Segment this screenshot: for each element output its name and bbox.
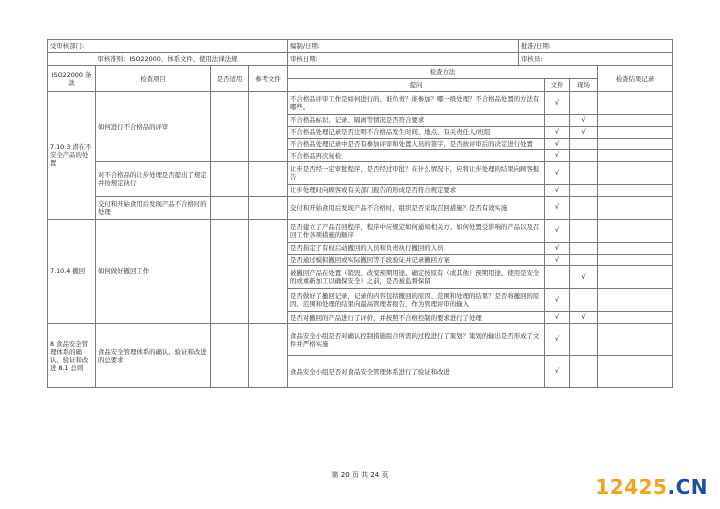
dept-cell: 受审核部门:	[48, 40, 288, 53]
result-cell	[598, 185, 673, 197]
watermark-dot: .	[667, 475, 676, 499]
doc-check-cell: √	[545, 138, 570, 150]
doc-check-cell: √	[545, 254, 570, 266]
doc-check-cell: √	[545, 92, 570, 115]
question-cell: 是否通过模拟撤回或实际撤回等手段验证并记录撤回方案	[288, 254, 545, 266]
check-item-cell: 交付和开始食用后发现产品不合格时的处理	[96, 196, 211, 219]
result-cell	[598, 150, 673, 162]
question-cell: 交付和开始食用后发现产品不合格时，组织是否采取召回措施？是否有效实施	[288, 196, 545, 219]
site-check-cell: √	[570, 126, 598, 138]
doc-check-cell: √	[545, 196, 570, 219]
site-check-cell	[570, 254, 598, 266]
audit-checklist-sheet	[47, 39, 672, 388]
audit-date-cell: 审核日期:	[288, 53, 519, 66]
doc-check-cell: √	[545, 356, 570, 388]
result-cell	[598, 126, 673, 138]
header-doc: 文件	[545, 79, 570, 92]
applicable-cell	[211, 219, 249, 323]
table-row	[48, 196, 673, 219]
question-cell: 不合格品处理记录是否注明不合格品发生时间、地点、有关责任人/班组	[288, 126, 545, 138]
result-cell	[598, 242, 673, 254]
result-cell	[598, 92, 673, 115]
result-cell	[598, 254, 673, 266]
question-cell: 是否指定了有权启动撤回的人员和负责执行撤回的人员	[288, 242, 545, 254]
question-cell: 食品安全小组是否对确认控制措施组合所需的过程进行了策划？策划的输出是否形成了文件并严格实施	[288, 324, 545, 356]
clause-cell: 8 食品安全管理体系的确认、验证和改进 8.1 总则	[48, 324, 96, 388]
reference-cell	[249, 196, 288, 219]
site-check-cell	[570, 150, 598, 162]
result-cell	[598, 162, 673, 185]
clause-cell: 7.10.3 潜在不安全产品的处置	[48, 92, 96, 220]
applicable-cell	[211, 162, 249, 197]
applicable-cell	[211, 196, 249, 219]
table-row	[48, 219, 673, 242]
prepared-cell: 编制/日期:	[288, 40, 519, 53]
check-item-cell: 食品安全管理体系的确认、验证和改进的总要求	[96, 324, 211, 388]
site-check-cell: √	[570, 266, 598, 289]
reference-cell	[249, 219, 288, 323]
applicable-cell	[211, 92, 249, 162]
doc-check-cell	[545, 115, 570, 127]
header-result: 检查结果记录	[598, 66, 673, 92]
watermark-number: 12425	[595, 475, 668, 499]
page-footer: 第 20 页 共 24 页	[331, 471, 389, 479]
result-cell	[598, 138, 673, 150]
header-method: 检查方法	[288, 66, 598, 79]
check-item-cell: 对不合格品的让步处理是否提出了规定并按规定执行	[96, 162, 211, 197]
question-cell: 让步是否经一定审批程序，是否经过审批？在什么情况下，应将让步处理的结果向顾客报告	[288, 162, 545, 185]
table-row	[48, 324, 673, 356]
auditor-cell: 审核员:	[519, 53, 673, 66]
header-reference: 参考文件	[249, 66, 288, 92]
question-cell: 不合格品再次复检	[288, 150, 545, 162]
site-check-cell	[570, 219, 598, 242]
doc-check-cell: √	[545, 162, 570, 185]
doc-check-cell: √	[545, 219, 570, 242]
question-cell: 让步处理时向顾客或有关部门报告的形成是否符合规定要求	[288, 185, 545, 197]
applicable-cell	[211, 324, 249, 388]
site-check-cell: √	[570, 312, 598, 324]
question-cell: 不合格品标识、记录、隔离等情况是否符合要求	[288, 115, 545, 127]
clause-cell: 7.10.4 撤回	[48, 219, 96, 323]
question-cell: 是否做好了撤回记录，记录的内容包括撤回的原因、范围和处理的结果？是否将撤回的原因、范围和处理的结果向最高管理者报告，作为管理评审的输入	[288, 289, 545, 312]
result-cell	[598, 312, 673, 324]
site-check-cell	[570, 138, 598, 150]
header-applicable: 是否适用	[211, 66, 249, 92]
result-cell	[598, 289, 673, 312]
watermark-suffix: CN	[675, 475, 708, 499]
site-check-cell	[570, 162, 598, 185]
watermark-logo	[595, 475, 708, 499]
site-check-cell	[570, 196, 598, 219]
question-cell: 是否建立了产品召回程序，程序中应规定如何通知相关方、如何处置受影响的产品以及召回工作各项措施的顺序	[288, 219, 545, 242]
site-check-cell	[570, 242, 598, 254]
reference-cell	[249, 324, 288, 388]
check-item-cell: 如何进行不合格品的评审	[96, 92, 211, 162]
doc-check-cell: √	[545, 126, 570, 138]
reference-cell	[249, 92, 288, 162]
doc-check-cell: √	[545, 312, 570, 324]
check-item-cell: 如何做好撤回工作	[96, 219, 211, 323]
header-question: 提问	[288, 79, 545, 92]
result-cell	[598, 324, 673, 356]
approved-cell: 批准/日期:	[519, 40, 673, 53]
table-row	[48, 162, 673, 185]
result-cell	[598, 266, 673, 289]
question-cell: 是否对撤回的产品进行了评价，并按照不合格控制的要求进行了处理	[288, 312, 545, 324]
question-cell: 被撤回产品在处置（销毁、改变预期用途、确定按原有（或其他）预期用途、使用是安全的或重新加工以确保安全）之前，是否被监督保留	[288, 266, 545, 289]
question-cell: 不合格品评审工作是如何进行的、谁负责？谁参加？哪一级处理？不合格品处置的方法有哪些。	[288, 92, 545, 115]
result-cell	[598, 196, 673, 219]
result-cell	[598, 219, 673, 242]
site-check-cell: √	[570, 115, 598, 127]
result-cell	[598, 356, 673, 388]
header-clause: ISO22000 条款	[48, 66, 96, 92]
site-check-cell	[570, 324, 598, 356]
meta-row-2	[48, 53, 673, 66]
criteria-cell: 审核准则：ISO22000、体系文件、使用法律法规	[48, 53, 288, 66]
meta-row-1	[48, 40, 673, 53]
doc-check-cell: √	[545, 289, 570, 312]
header-row-1	[48, 66, 673, 79]
site-check-cell	[570, 185, 598, 197]
site-check-cell	[570, 92, 598, 115]
question-cell: 食品安全小组是否对食品安全管理体系进行了验证和改进	[288, 356, 545, 388]
doc-check-cell: √	[545, 324, 570, 356]
doc-check-cell	[545, 266, 570, 289]
doc-check-cell: √	[545, 242, 570, 254]
header-site: 现场	[570, 79, 598, 92]
doc-check-cell: √	[545, 185, 570, 197]
audit-checklist-table	[47, 39, 673, 388]
reference-cell	[249, 162, 288, 197]
question-cell: 不合格品处理记录中是否有参加评审和处置人员的签字，是否按评审后的决定进行处置	[288, 138, 545, 150]
header-item: 检查项目	[96, 66, 211, 92]
site-check-cell	[570, 289, 598, 312]
result-cell	[598, 115, 673, 127]
doc-check-cell: √	[545, 150, 570, 162]
table-row	[48, 92, 673, 115]
site-check-cell	[570, 356, 598, 388]
